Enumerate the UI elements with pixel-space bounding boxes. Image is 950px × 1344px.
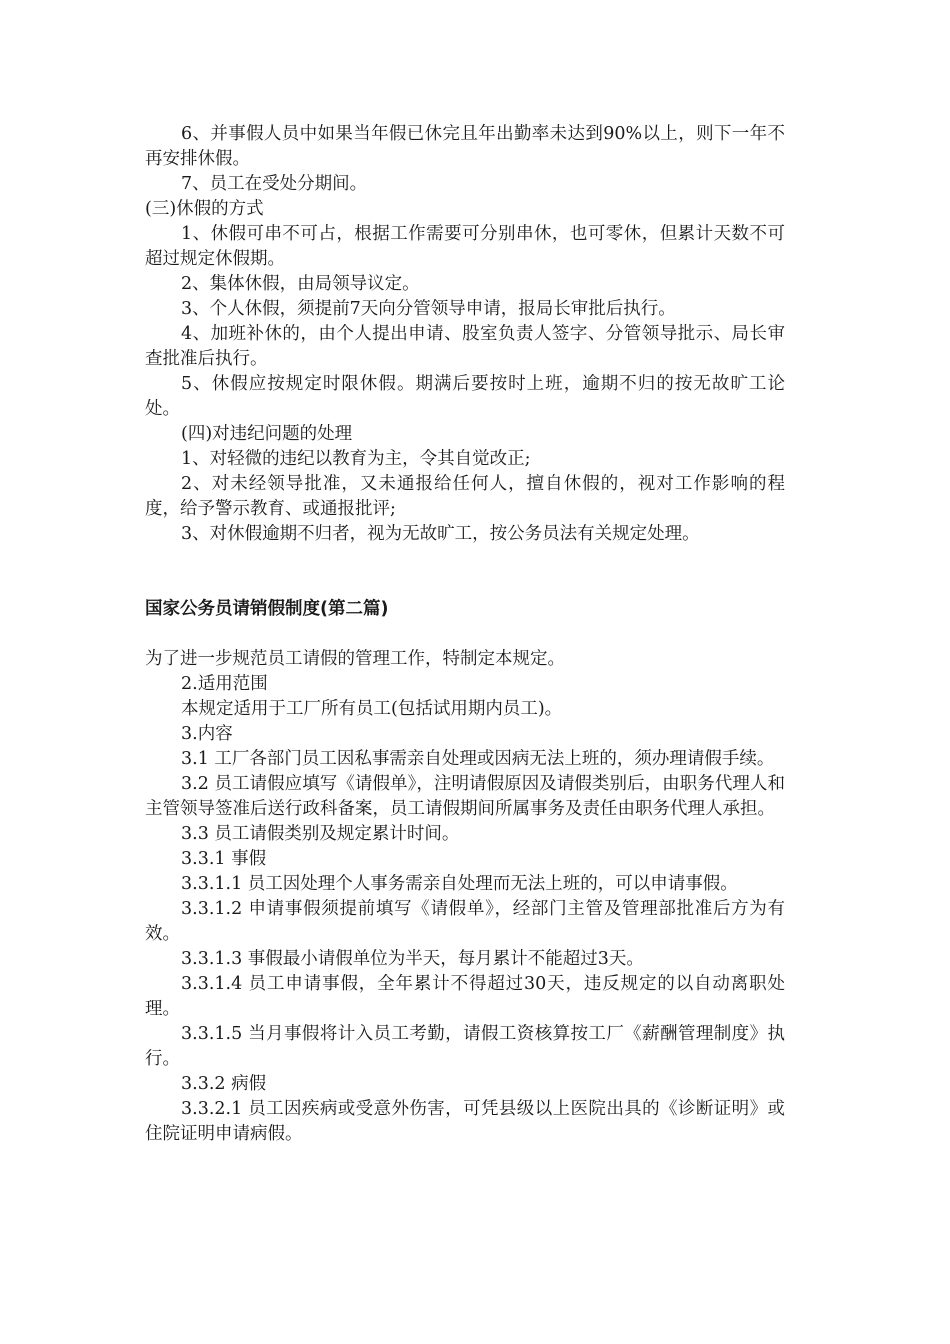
section-heading: (四)对违纪问题的处理 bbox=[181, 424, 353, 444]
paragraph: 3.3.1.5 当月事假将计入员工考勤，请假工资核算按工厂《薪酬管理制度》执行。 bbox=[145, 1024, 785, 1069]
spacer bbox=[145, 547, 785, 597]
paragraph: 6、并事假人员中如果当年假已休完且年出勤率未达到90%以上，则下一年不再安排休假。 bbox=[145, 124, 785, 169]
paragraph: 3.3.1.4 员工申请事假，全年累计不得超过30天，违反规定的以自动离职处理。 bbox=[145, 974, 785, 1019]
paragraph: 1、对轻微的违纪以教育为主，令其自觉改正; bbox=[181, 449, 531, 469]
subsection-heading: 3.3.1 事假 bbox=[181, 849, 267, 869]
document-title: 国家公务员请销假制度(第二篇) bbox=[145, 599, 389, 619]
paragraph: 2、集体休假，由局领导议定。 bbox=[181, 274, 420, 294]
paragraph: 5、休假应按规定时限休假。期满后要按时上班，逾期不归的按无故旷工论处。 bbox=[145, 374, 785, 419]
paragraph: 2、对未经领导批准，又未通报给任何人，擅自休假的，视对工作影响的程度，给予警示教育、或通报批评; bbox=[145, 474, 785, 519]
paragraph: 3.2 员工请假应填写《请假单》，注明请假原因及请假类别后，由职务代理人和主管领导签准后送行政科备案，员工请假期间所属事务及责任由职务代理人承担。 bbox=[145, 774, 785, 819]
paragraph: 3.3.2.1 员工因疾病或受意外伤害，可凭县级以上医院出具的《诊断证明》或住院证明申请病假。 bbox=[145, 1099, 785, 1144]
paragraph: 3.3 员工请假类别及规定累计时间。 bbox=[181, 824, 460, 844]
section-heading: 2.适用范围 bbox=[181, 674, 268, 694]
section-heading: 3.内容 bbox=[181, 724, 233, 744]
paragraph: 3.3.1.1 员工因处理个人事务需亲自处理而无法上班的，可以申请事假。 bbox=[181, 874, 738, 894]
document-page bbox=[145, 122, 785, 1147]
paragraph: 3.1 工厂各部门员工因私事需亲自处理或因病无法上班的，须办理请假手续。 bbox=[181, 749, 775, 769]
paragraph: 3、个人休假，须提前7天向分管领导申请，报局长审批后执行。 bbox=[181, 299, 676, 319]
paragraph: 7、员工在受处分期间。 bbox=[181, 174, 368, 194]
paragraph: 3、对休假逾期不归者，视为无故旷工，按公务员法有关规定处理。 bbox=[181, 524, 700, 544]
paragraph: 4、加班补休的，由个人提出申请、股室负责人签字、分管领导批示、局长审查批准后执行。 bbox=[145, 324, 785, 369]
paragraph: 3.3.1.2 申请事假须提前填写《请假单》，经部门主管及管理部批准后方为有效。 bbox=[145, 899, 785, 944]
paragraph: 3.3.1.3 事假最小请假单位为半天，每月累计不能超过3天。 bbox=[181, 949, 644, 969]
spacer bbox=[145, 622, 785, 647]
paragraph: 本规定适用于工厂所有员工(包括试用期内员工)。 bbox=[181, 699, 563, 719]
subsection-heading: 3.3.2 病假 bbox=[181, 1074, 267, 1094]
paragraph: 1、休假可串不可占，根据工作需要可分别串休，也可零休，但累计天数不可超过规定休假期。 bbox=[145, 224, 785, 269]
section-heading: (三)休假的方式 bbox=[145, 199, 264, 219]
paragraph: 为了进一步规范员工请假的管理工作，特制定本规定。 bbox=[145, 649, 565, 669]
